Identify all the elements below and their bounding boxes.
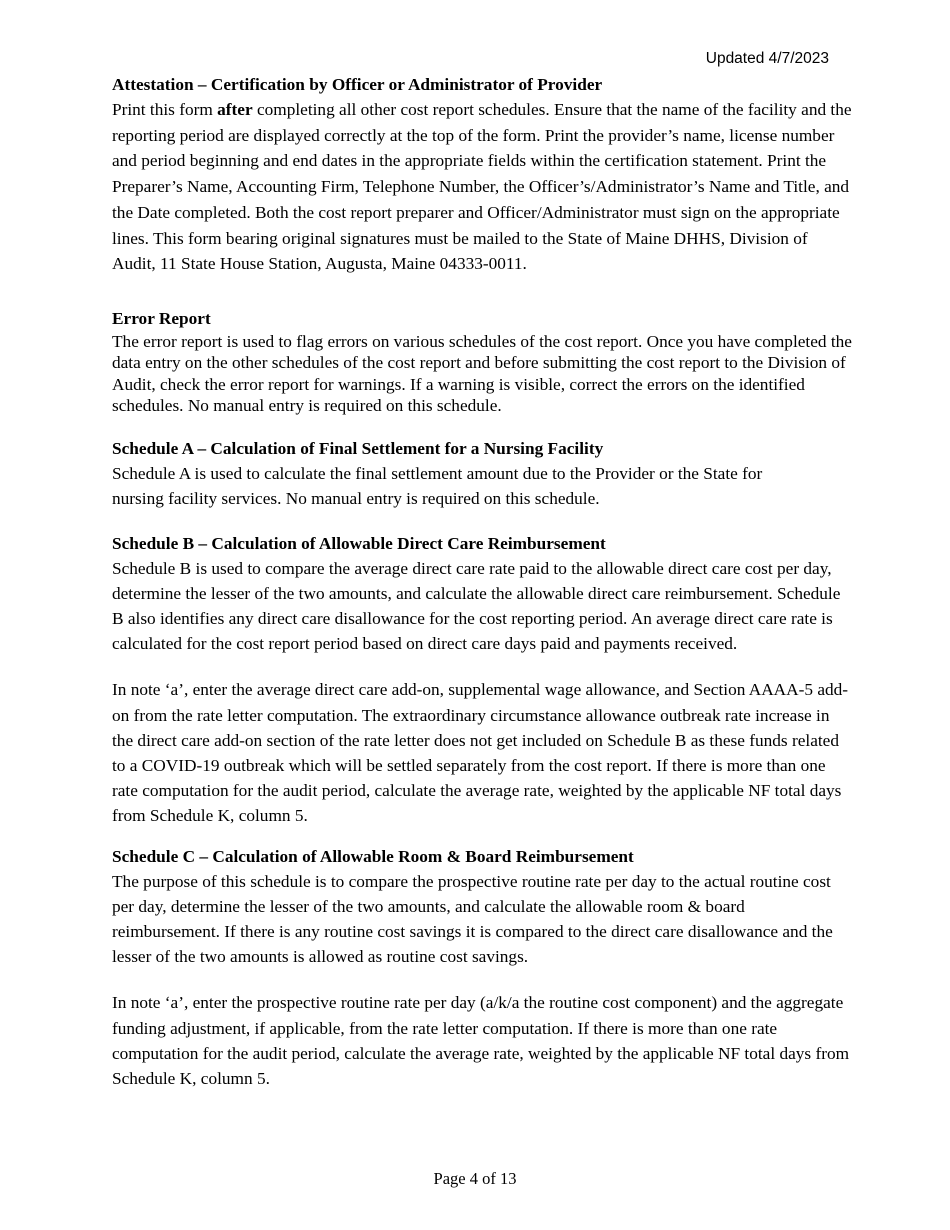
schedule-c-paragraph-2: In note ‘a’, enter the prospective routine rate per day (a/k/a the routine cost component) and the aggregate funding adjustment, if applicable, from the rate letter computation. If there is more than one rate computation for the audit period, calculate the average rate, weighted by the applicable NF total days from Schedule K, column 5. bbox=[112, 993, 850, 1088]
schedule-b-heading: Schedule B – Calculation of Allowable Direct Care Reimbursement bbox=[112, 533, 606, 553]
schedule-b-paragraph-1: Schedule B is used to compare the average direct care rate paid to the allowable direct care cost per day, determine the lesser of the two amounts, and calculate the allowable direct care reimbursement. Schedule B also identifies any direct care disallowance for the cost reporting period. An average direct care rate is calculated for the cost report period based on direct care days paid and payments received. bbox=[112, 558, 841, 654]
document-body bbox=[112, 73, 852, 1091]
error-report-heading: Error Report bbox=[112, 308, 211, 328]
attestation-paragraph bbox=[112, 97, 852, 277]
schedule-c-section bbox=[112, 845, 852, 1092]
schedule-a-heading: Schedule A – Calculation of Final Settlement for a Nursing Facility bbox=[112, 439, 604, 459]
schedule-b-paragraph-2: In note ‘a’, enter the average direct care add-on, supplemental wage allowance, and Section AAAA-5 add-on from the rate letter computation. The extraordinary circumstance allowance outbreak rate increase in the direct care add-on section of the rate letter does not get included on Schedule B as these funds related to a COVID-19 outbreak which will be settled separately from the cost report. If there is more than one rate computation for the audit period, calculate the average rate, weighted by the applicable NF total days from Schedule K, column 5. bbox=[112, 680, 849, 826]
schedule-c-heading: Schedule C – Calculation of Allowable Room & Board Reimbursement bbox=[112, 846, 634, 866]
error-report-section bbox=[112, 307, 852, 416]
error-report-paragraph: The error report is used to flag errors on various schedules of the cost report. Once you have completed the data entry on the other schedules of the cost report and before submitting the cost report to the Division of Audit, check the error report for warnings. If a warning is visible, correct the errors on the identified schedules. No manual entry is required on this schedule. bbox=[112, 331, 852, 415]
attestation-text-end: completing all other cost report schedules. Ensure that the name of the facility and the reporting period are displayed correctly at the top of the form. Print the provider’s name, license number and period beginning and end dates in the appropriate fields within the certification statement. Print the Preparer’s Name, Accounting Firm, Telephone Number, the Officer’s/Administrator’s Name and Title, and the Date completed. Both the cost report preparer and Officer/Administrator must sign on the appropriate lines. This form bearing original signatures must be mailed to the State of Maine DHHS, Division of Audit, 11 State House Station, Augusta, Maine 04333-0011. bbox=[112, 100, 852, 274]
schedule-a-paragraph: Schedule A is used to calculate the final settlement amount due to the Provider or the State for nursing facility services. No manual entry is required on this schedule. bbox=[112, 464, 763, 509]
updated-date: Updated 4/7/2023 bbox=[705, 50, 829, 67]
attestation-heading: Attestation – Certification by Officer or Administrator of Provider bbox=[112, 75, 603, 94]
page-number: Page 4 of 13 bbox=[433, 1169, 517, 1188]
attestation-bold-word: after bbox=[217, 100, 253, 119]
schedule-c-paragraph-1: The purpose of this schedule is to compare the prospective routine rate per day to the actual routine cost per day, determine the lesser of the two amounts, and calculate the allowable room & board reimbursement. If there is any routine cost savings it is compared to the direct care disallowance and the lesser of the two amounts is allowed as routine cost savings. bbox=[112, 871, 833, 967]
attestation-text-start: Print this form bbox=[112, 100, 218, 119]
attestation-section bbox=[112, 73, 852, 277]
schedule-b-section bbox=[112, 532, 852, 829]
schedule-a-section bbox=[112, 437, 852, 511]
